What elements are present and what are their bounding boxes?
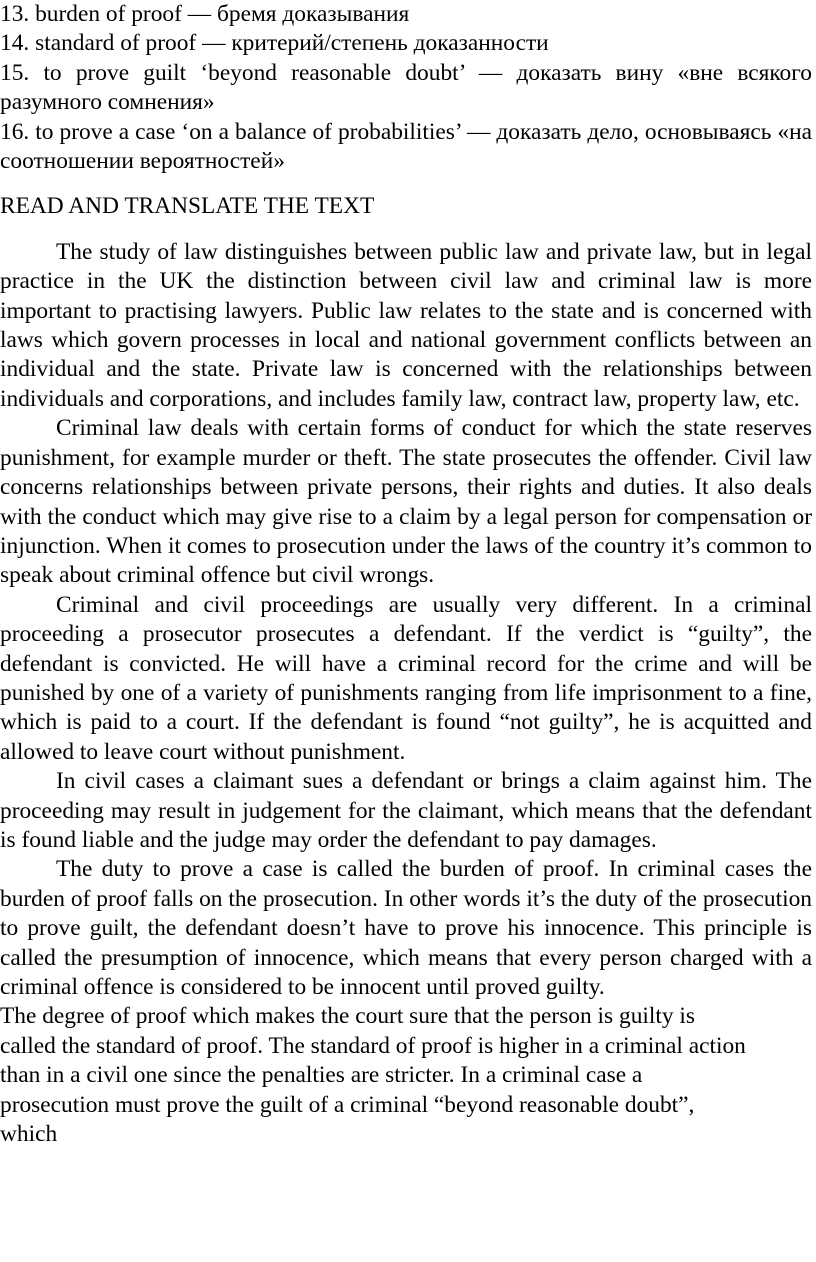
vocabulary-list <box>0 0 816 176</box>
russian-term: бремя доказывания <box>217 1 410 27</box>
text-line: prosecution must prove the guilt of a criminal “beyond reasonable doubt”, <box>0 1091 695 1118</box>
dash: — <box>202 30 226 57</box>
vocabulary-item <box>0 0 812 29</box>
item-number: 14. <box>0 30 30 57</box>
paragraph-last <box>0 1002 816 1149</box>
text-line: called the standard of proof. The standard of proof is higher in a criminal action <box>0 1032 746 1059</box>
paragraph: Criminal law deals with certain forms of conduct for which the state reserves punishment, for example murder or theft. The state prosecutes the offender. Civil law concerns relationships between private persons, their rights and duties. It also deals with the conduct which may give rise to a claim by a legal person for compensation or injunction. When it comes to prosecution under the laws of the country it’s common to speak about criminal offence but civil wrongs. <box>0 415 812 589</box>
dash: — <box>466 118 491 145</box>
vocabulary-item <box>0 29 812 58</box>
paragraph: The study of law distinguishes between public law and private law, but in legal practice in the UK the distinction between civil law and criminal law is more important to practising lawyers. Public law relates to the state and is concerned with laws which govern processes in local and national government conflicts between an individual and the state. Private law is concerned with the relationships between individuals and corporations, and includes family law, contract law, property law, etc. <box>0 238 812 412</box>
vocabulary-item <box>0 59 812 118</box>
russian-term: критерий/степень доказанности <box>231 30 549 57</box>
item-number: 16. <box>0 118 30 145</box>
text-line: which <box>0 1121 58 1148</box>
russian-term: доказать дело, основываясь «на соотношении вероятностей» <box>0 118 813 175</box>
text-line: The degree of proof which makes the court sure that the person is guilty is <box>0 1003 696 1030</box>
body-text <box>0 238 816 1150</box>
english-term: standard of proof <box>35 30 197 57</box>
english-term: burden of proof <box>35 1 182 27</box>
paragraph: In civil cases a claimant sues a defendant or brings a claim against him. The proceeding may result in judgement for the claimant, which means that the defendant is found liable and the judge may order the defendant to pay damages. <box>0 768 812 853</box>
paragraph: Criminal and civil proceedings are usually very different. In a criminal proceeding a prosecutor prosecutes a defendant. If the verdict is “guilty”, the defendant is convicted. He will have a criminal record for the crime and will be punished by one of a variety of punishments ranging from life imprisonment to a fine, which is paid to a court. If the defendant is found “not guilty”, he is acquitted and allowed to leave court without punishment. <box>0 591 812 765</box>
text-line: than in a civil one since the penalties are stricter. In a criminal case a <box>0 1062 643 1089</box>
section-heading: READ AND TRANSLATE THE TEXT <box>0 193 375 220</box>
dash: — <box>478 59 503 86</box>
russian-term: доказать вину «вне всякого разумного сомнения» <box>0 59 812 116</box>
vocabulary-item <box>0 118 812 177</box>
english-term: to prove guilt ‘beyond reasonable doubt’ <box>43 59 465 86</box>
paragraph: The duty to prove a case is called the burden of proof. In criminal cases the burden of proof falls on the prosecution. In other words it’s the duty of the prosecution to prove guilt, the defendant doesn’t have to prove his innocence. This principle is called the presumption of innocence, which means that every person charged with a criminal offence is considered to be innocent until proved guilty. <box>0 856 812 1000</box>
item-number: 15. <box>0 59 30 86</box>
english-term: to prove a case ‘on a balance of probabilities’ <box>35 118 461 145</box>
dash: — <box>187 1 212 27</box>
item-number: 13. <box>0 1 30 27</box>
